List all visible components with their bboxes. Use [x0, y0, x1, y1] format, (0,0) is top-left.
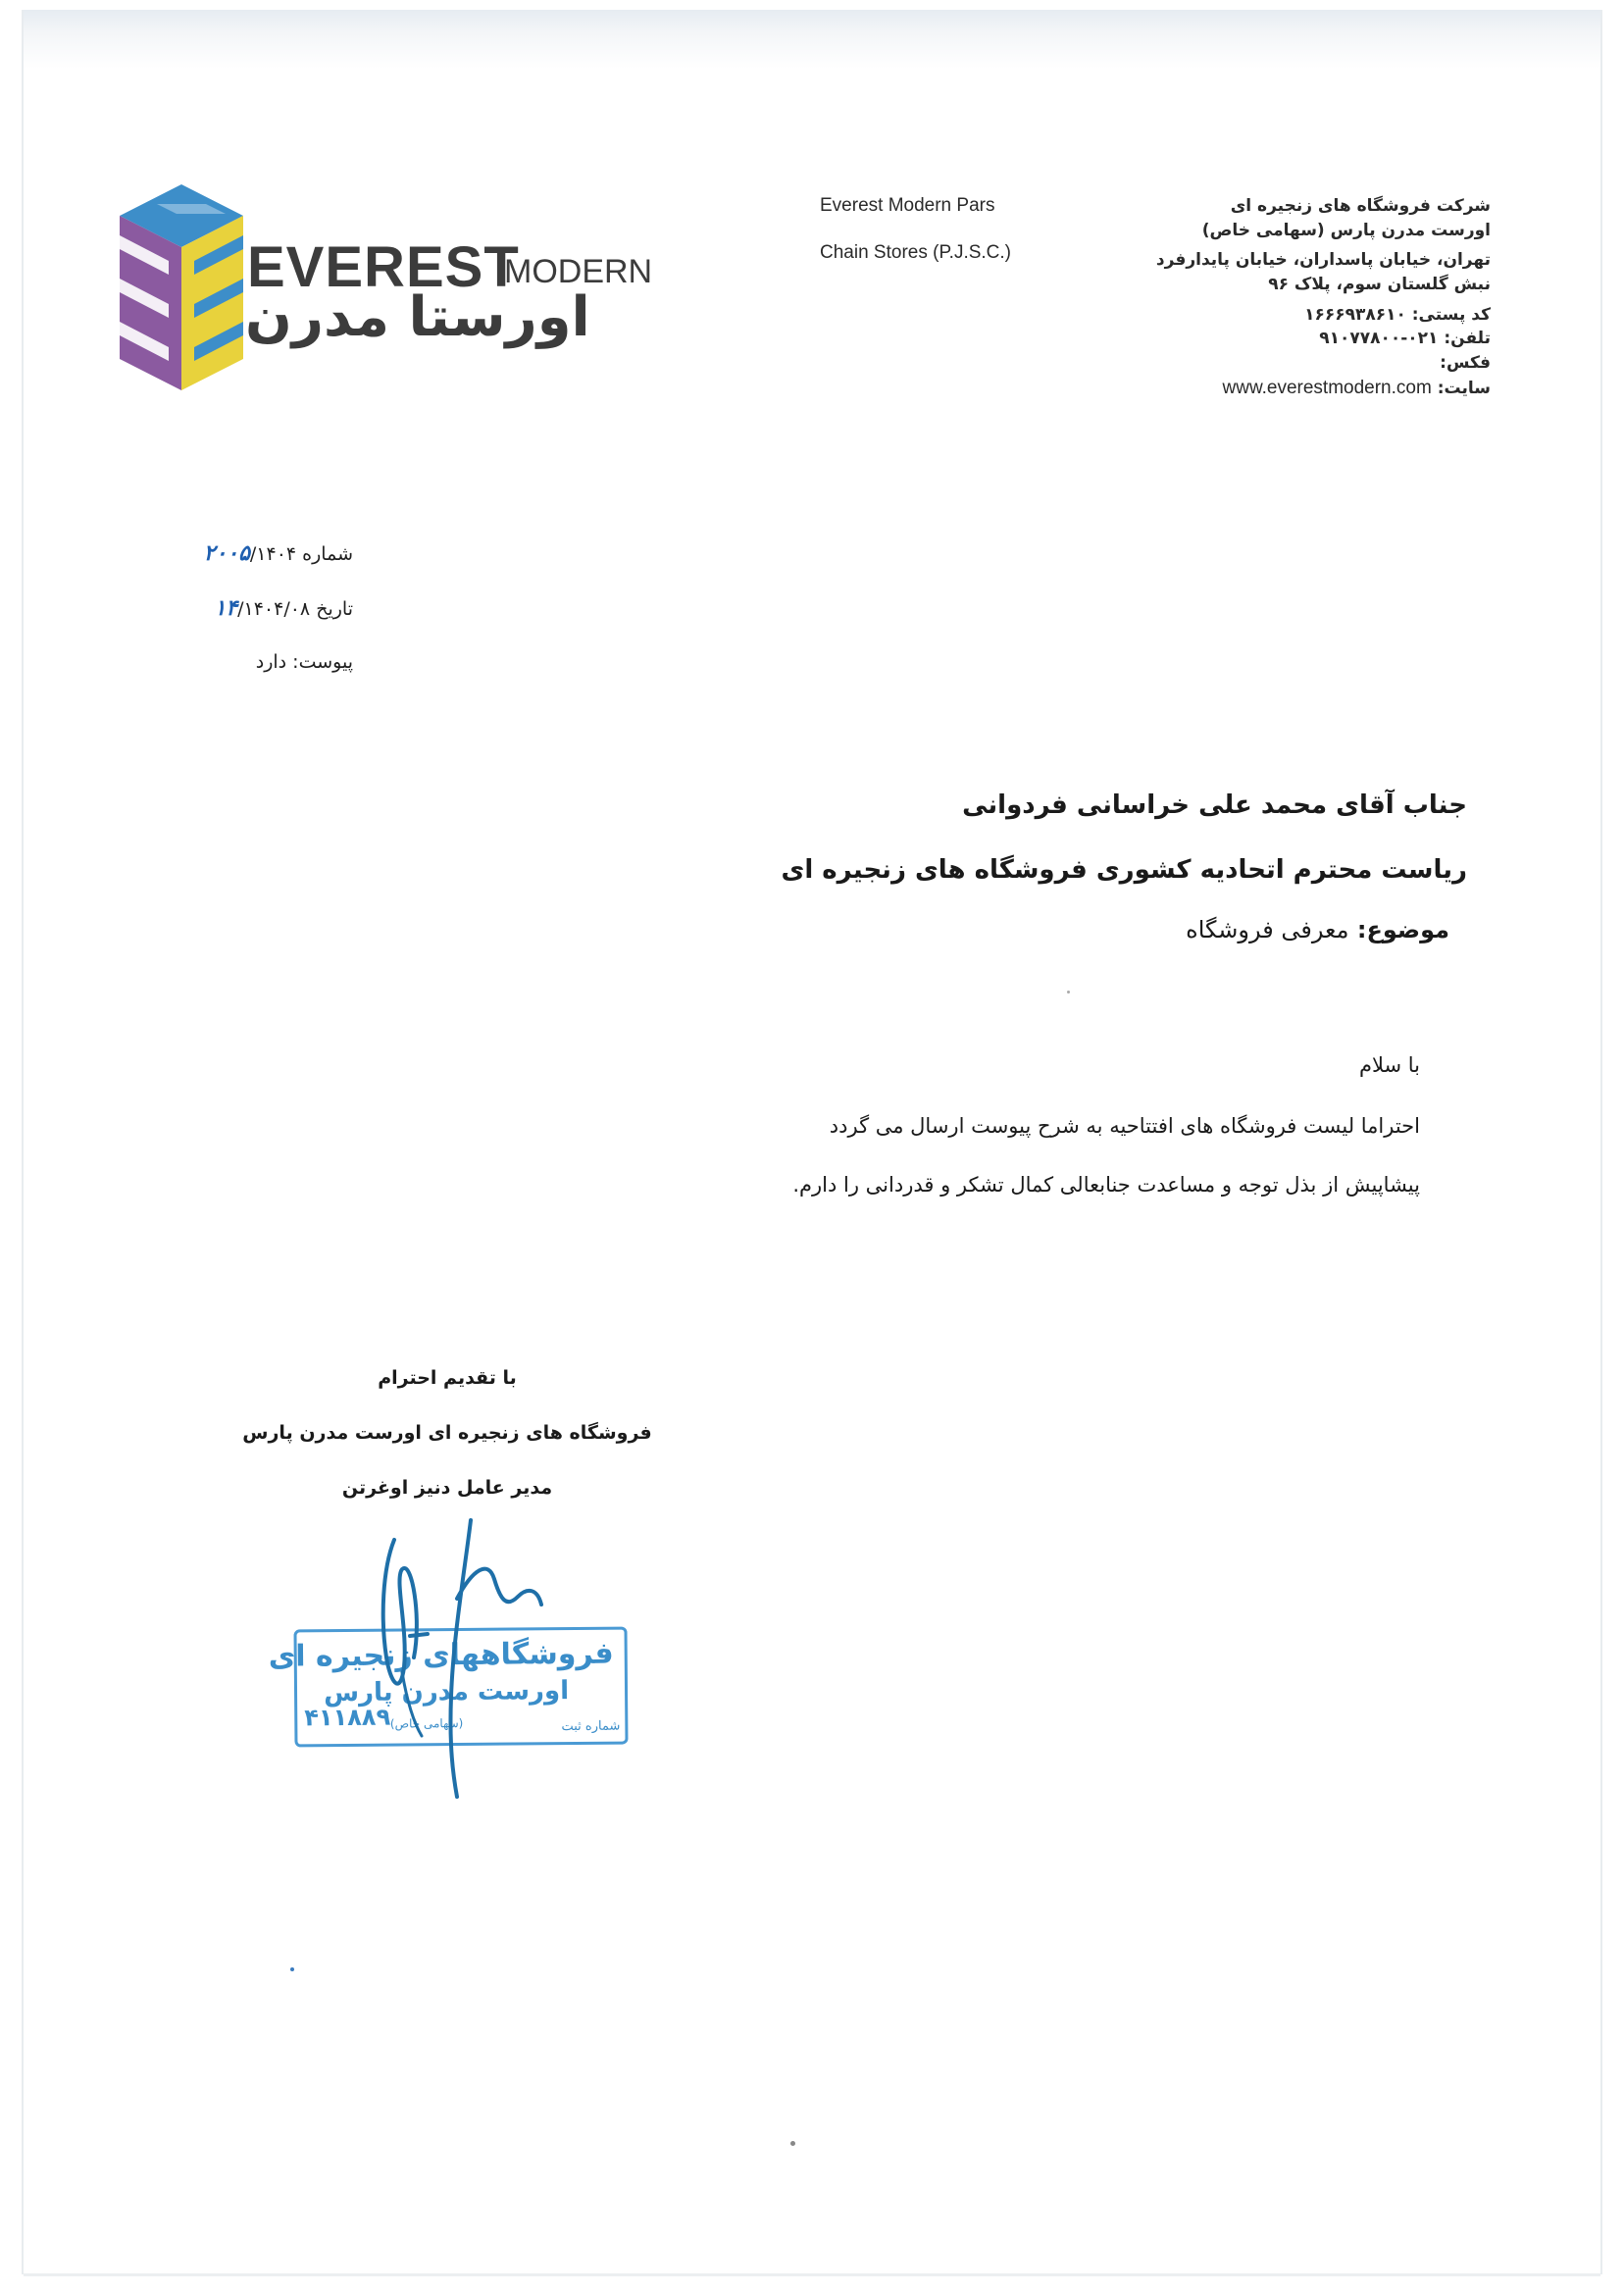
greeting: با سلام — [1358, 1053, 1420, 1077]
stamp-line3: (سهامی خاص) — [389, 1715, 464, 1731]
closing-block — [231, 1367, 663, 1499]
date-handwritten: ۱۴ — [214, 596, 238, 621]
scan-speck — [290, 1967, 294, 1971]
date-value: /۱۴۰۴/۰۸ — [237, 598, 311, 620]
letter-date — [147, 596, 353, 651]
closing-company: فروشگاه های زنجیره ای اورست مدرن پارس — [242, 1422, 652, 1444]
phone-label: تلفن: — [1444, 329, 1491, 349]
stamp-line1: فروشگاههای زنجیره ای — [268, 1636, 614, 1674]
recipient-block — [584, 790, 1467, 943]
recipient-title: ریاست محترم اتحادیه کشوری فروشگاه های زنجیره ای — [781, 855, 1467, 885]
stamp-reg-value: ۴۱۱۸۸۹ — [304, 1703, 391, 1732]
stamp-reg-label: شماره ثبت — [561, 1718, 621, 1735]
letter-attachment — [147, 651, 353, 706]
company-name-fa-line1: شرکت فروشگاه های زنجیره ای — [1230, 196, 1491, 216]
company-name-fa-line2: اورست مدرن پارس (سهامی خاص) — [1201, 220, 1491, 240]
website — [1079, 375, 1491, 402]
brand-name-fa: اورستا مدرن — [245, 285, 590, 349]
company-logo — [118, 184, 667, 392]
date-label: تاریخ — [316, 598, 353, 620]
phone-value: ۰۲۱-۹۱۰۷۷۸۰۰ — [1319, 329, 1439, 349]
subject-value: معرفی فروشگاه — [1186, 916, 1349, 943]
postal-value: ۱۶۶۶۹۳۸۶۱۰ — [1304, 304, 1406, 325]
letter-body — [635, 1053, 1420, 1197]
attachment-label: پیوست: — [292, 651, 353, 673]
website-label: سایت: — [1437, 379, 1491, 399]
stamp-line2: اورست مدرن پارس — [324, 1676, 570, 1708]
phone — [1079, 327, 1491, 351]
attachment-value: دارد — [255, 651, 287, 673]
scan-edge-bottom — [24, 2273, 1600, 2276]
fax — [1079, 351, 1491, 376]
recipient-name: جناب آقای محمد علی خراسانی فردوانی — [962, 790, 1467, 820]
fax-label: فکس: — [1440, 352, 1491, 373]
scan-speck — [790, 2141, 795, 2146]
company-name-en: Everest Modern Pars — [820, 195, 995, 216]
scan-edge-right — [1600, 10, 1602, 2274]
subject-label: موضوع: — [1356, 916, 1449, 943]
number-value: /۱۴۰۴ — [249, 543, 297, 565]
letter-meta — [147, 541, 353, 706]
number-handwritten: ۲۰۰۵ — [203, 541, 250, 566]
company-type-en: Chain Stores (P.J.S.C.) — [820, 242, 1012, 263]
postal-code — [1079, 303, 1491, 328]
number-label: شماره — [302, 543, 353, 565]
cube-logo-icon — [118, 184, 245, 390]
signature-icon — [284, 1510, 579, 1805]
subject-line — [584, 916, 1467, 943]
scan-edge-top — [24, 10, 1600, 69]
scan-edge-left — [22, 10, 24, 2274]
brand-name-en-suffix: MODERN — [504, 253, 653, 290]
postal-label: کد پستی: — [1411, 304, 1491, 325]
body-paragraph-2: پیشاپیش از بذل توجه و مساعدت جنابعالی کمال تشکر و قدردانی را دارم. — [792, 1173, 1420, 1197]
address-line1: تهران، خیابان پاسداران، خیابان پایدارفرد — [1155, 250, 1491, 271]
scan-speck — [1067, 991, 1070, 994]
closing-respect: با تقدیم احترام — [378, 1367, 517, 1389]
website-link[interactable]: www.everestmodern.com — [1222, 378, 1432, 399]
closing-signer: مدیر عامل دنیز اوغرتن — [341, 1477, 553, 1499]
body-paragraph-1: احتراما لیست فروشگاه های افتتاحیه به شرح پیوست ارسال می گردد — [829, 1114, 1420, 1138]
address-line2: نبش گلستان سوم، پلاک ۹۶ — [1268, 274, 1491, 294]
letter-number — [147, 541, 353, 596]
company-header-fa — [1079, 194, 1491, 402]
brand-name-en: EVEREST — [247, 235, 520, 299]
